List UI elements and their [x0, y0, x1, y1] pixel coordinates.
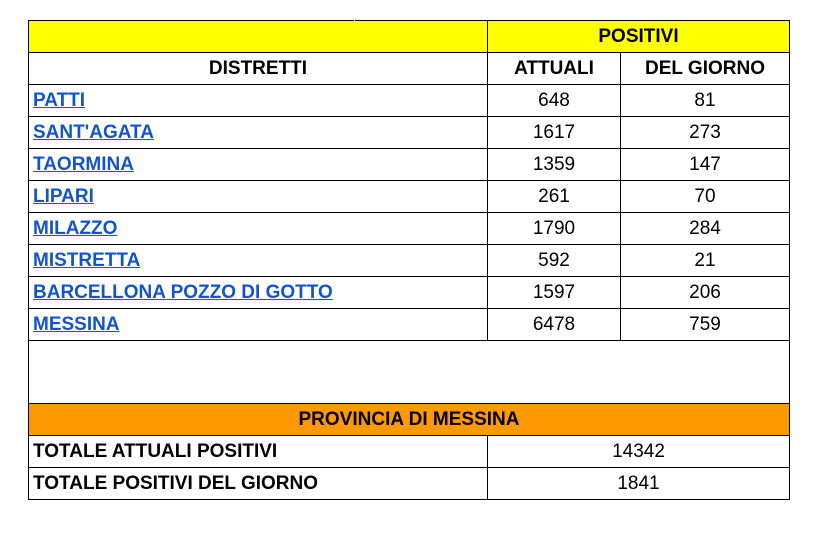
district-cell — [29, 85, 488, 117]
total-value: 1841 — [488, 468, 790, 500]
total-row — [29, 436, 790, 468]
column-header-today: DEL GIORNO — [621, 53, 790, 85]
table-row — [29, 277, 790, 309]
today-cell: 206 — [621, 277, 790, 309]
spreadsheet — [28, 20, 789, 500]
today-cell: 273 — [621, 117, 790, 149]
district-table — [28, 20, 790, 500]
current-cell: 592 — [488, 245, 621, 277]
table-row — [29, 85, 790, 117]
current-cell: 261 — [488, 181, 621, 213]
total-label: TOTALE POSITIVI DEL GIORNO — [29, 468, 488, 500]
table-row — [29, 213, 790, 245]
table-row — [29, 181, 790, 213]
district-link[interactable]: BARCELLONA POZZO DI GOTTO — [33, 281, 333, 303]
empty-cell — [29, 341, 790, 404]
column-header-current: ATTUALI — [488, 53, 621, 85]
current-cell: 648 — [488, 85, 621, 117]
current-cell: 1790 — [488, 213, 621, 245]
district-link[interactable]: MILAZZO — [33, 217, 118, 239]
district-cell — [29, 117, 488, 149]
province-title: PROVINCIA DI MESSINA — [29, 404, 790, 436]
column-header-district: DISTRETTI — [29, 53, 488, 85]
today-cell: 81 — [621, 85, 790, 117]
district-link[interactable]: SANT'AGATA — [33, 121, 154, 143]
district-link[interactable]: MISTRETTA — [33, 249, 141, 271]
positivi-header: POSITIVI — [488, 21, 790, 53]
today-cell: 21 — [621, 245, 790, 277]
table-row — [29, 245, 790, 277]
district-link[interactable]: MESSINA — [33, 313, 120, 335]
district-cell — [29, 181, 488, 213]
total-label: TOTALE ATTUALI POSITIVI — [29, 436, 488, 468]
spacer-row — [29, 341, 790, 404]
table-row — [29, 309, 790, 341]
header-blank-cell — [355, 21, 488, 53]
district-link[interactable]: PATTI — [33, 89, 86, 111]
district-cell — [29, 277, 488, 309]
header-blank-cell — [29, 21, 355, 53]
today-cell: 70 — [621, 181, 790, 213]
group-header-row — [29, 21, 790, 53]
today-cell: 284 — [621, 213, 790, 245]
current-cell: 1597 — [488, 277, 621, 309]
table-row — [29, 117, 790, 149]
table-row — [29, 149, 790, 181]
current-cell: 6478 — [488, 309, 621, 341]
today-cell: 147 — [621, 149, 790, 181]
column-header-row — [29, 53, 790, 85]
total-row — [29, 468, 790, 500]
current-cell: 1359 — [488, 149, 621, 181]
district-link[interactable]: LIPARI — [33, 185, 94, 207]
district-link[interactable]: TAORMINA — [33, 153, 134, 175]
province-header-row — [29, 404, 790, 436]
district-cell — [29, 309, 488, 341]
total-value: 14342 — [488, 436, 790, 468]
current-cell: 1617 — [488, 117, 621, 149]
district-cell — [29, 213, 488, 245]
district-cell — [29, 149, 488, 181]
today-cell: 759 — [621, 309, 790, 341]
district-cell — [29, 245, 488, 277]
